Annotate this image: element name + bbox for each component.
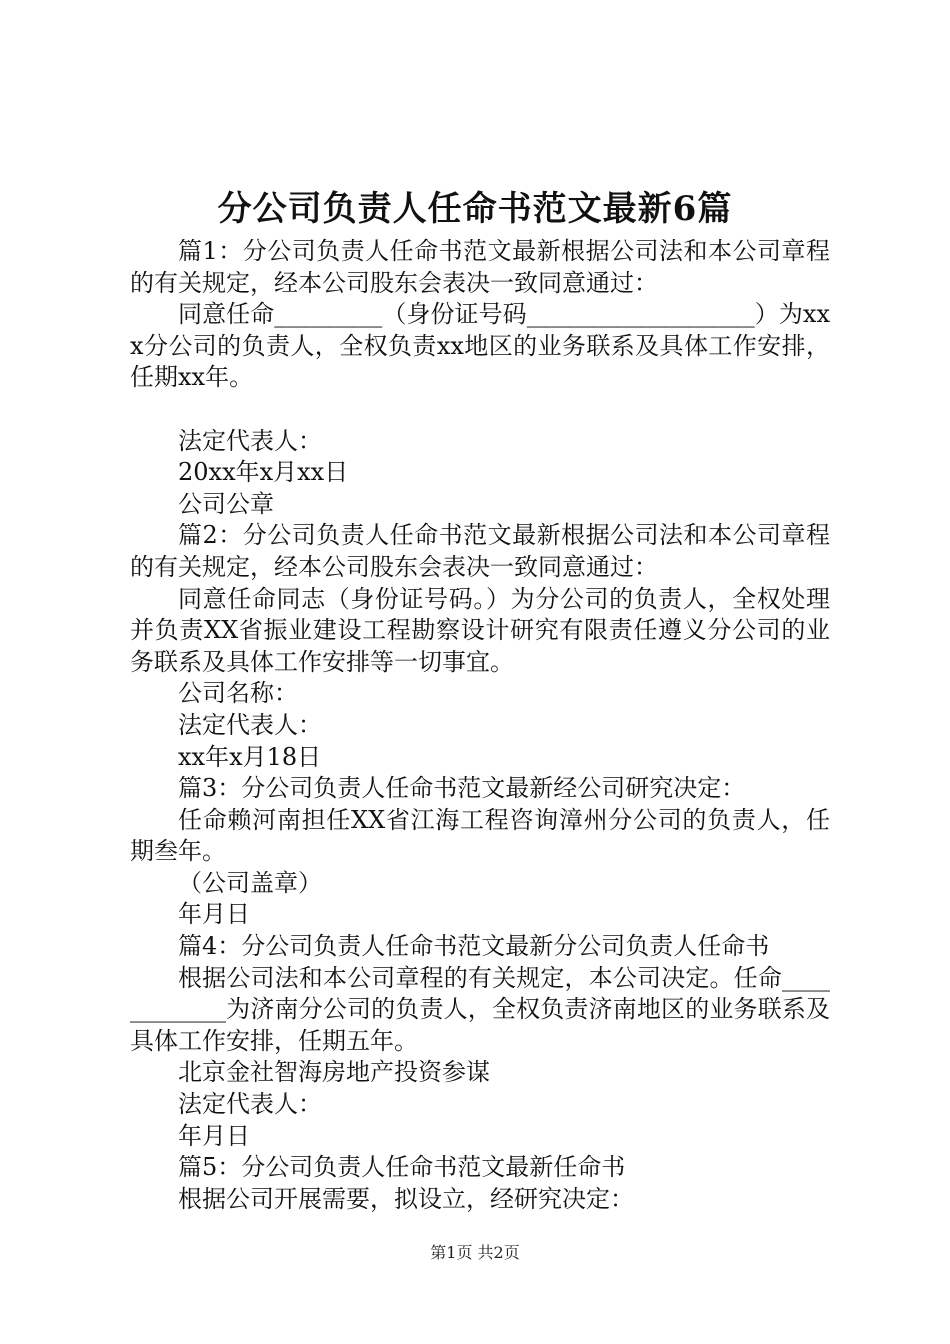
- paragraph-section-2: 篇2：分公司负责人任命书范文最新根据公司法和本公司章程的有关规定，经本公司股东会表决一致同意通过：: [130, 521, 830, 581]
- document-title: 分公司负责人任命书范文最新6篇: [217, 189, 733, 229]
- paragraph-appoint-3: 任命赖河南担任XX省江海工程咨询漳州分公司的负责人，任期叁年。: [130, 805, 830, 866]
- paragraph-date-1: 20xx年x月xx日: [178, 458, 349, 487]
- paragraph-section-4: 篇4：分公司负责人任命书范文最新分公司负责人任命书: [178, 932, 770, 961]
- paragraph-legal-rep-2: 法定代表人：: [178, 710, 322, 739]
- blank-line: [130, 394, 830, 426]
- paragraph-appoint-2: 同意任命同志（身份证号码。）为分公司的负责人，全权处理并负责XX省振业建设工程勘察设计研究有限责任遵义分公司的业务联系及具体工作安排等一切事宜。: [130, 584, 830, 676]
- document-body: [130, 236, 830, 1215]
- paragraph-appoint-5: 根据公司开展需要，拟设立，经研究决定：: [178, 1184, 634, 1213]
- paragraph-company-name: 公司名称：: [178, 679, 298, 708]
- paragraph-2: 同意任命_________（身份证号码___________________）为xxx分公司的负责人，全权负责xx地区的业务联系及具体工作安排，任期xx年。: [130, 300, 830, 392]
- paragraph-date-4: 年月日: [178, 1121, 250, 1150]
- paragraph-legal-rep-4: 法定代表人：: [178, 1090, 322, 1119]
- paragraph-appoint-4: 根据公司法和本公司章程的有关规定，本公司决定。任命____________为济南分公司的负责人，全权负责济南地区的业务联系及具体工作安排，任期五年。: [130, 963, 830, 1055]
- paragraph-company-4: 北京金社智海房地产投资参谋: [178, 1058, 490, 1087]
- paragraph-date-3: 年月日: [178, 900, 250, 929]
- paragraph-legal-rep-1: 法定代表人：: [178, 426, 322, 455]
- paragraph-1: 篇1：分公司负责人任命书范文最新根据公司法和本公司章程的有关规定，经本公司股东会表决一致同意通过：: [130, 237, 830, 297]
- paragraph-section-5: 篇5：分公司负责人任命书范文最新任命书: [178, 1153, 626, 1182]
- page-number-footer: 第1页 共2页: [430, 1243, 520, 1262]
- paragraph-section-3: 篇3：分公司负责人任命书范文最新经公司研究决定：: [178, 774, 746, 803]
- paragraph-seal-3: （公司盖章）: [178, 868, 322, 897]
- paragraph-seal-1: 公司公章: [178, 489, 274, 518]
- paragraph-date-2: xx年x月18日: [178, 742, 322, 771]
